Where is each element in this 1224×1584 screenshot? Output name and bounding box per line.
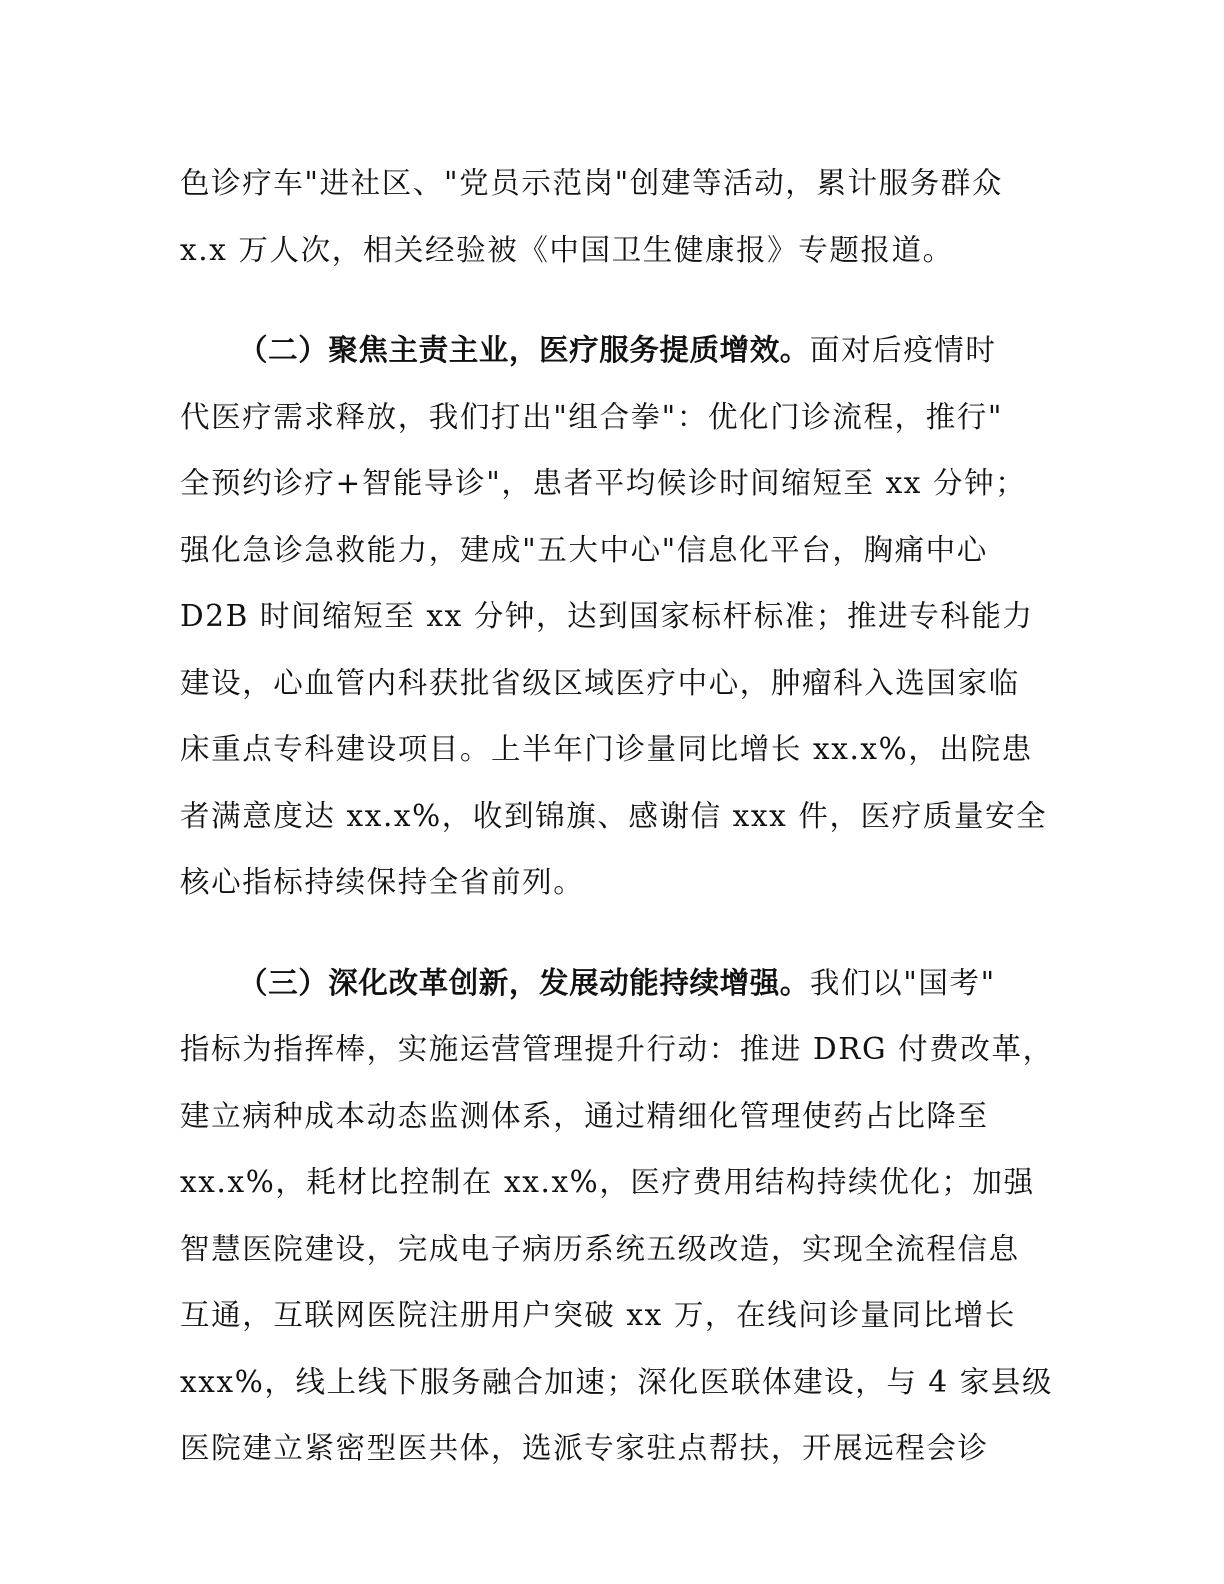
text-line: xxx%，线上线下服务融合加速；深化医联体建设，与 4 家县级 (180, 1364, 1054, 1399)
text-line: 床重点专科建设项目。上半年门诊量同比增长 xx.x%，出院患 (180, 732, 1033, 766)
text-line: 全预约诊疗+智能导诊"，患者平均候诊时间缩短至 xx 分钟； (180, 466, 1027, 500)
text-line: 智慧医院建设，完成电子病历系统五级改造，实现全流程信息 (180, 1231, 1020, 1266)
paragraph-medical-services (180, 317, 1048, 916)
text-line: 建设，心血管内科获批省级区域医疗中心，肿瘤科入选国家临 (180, 665, 1020, 700)
text-line (180, 317, 1036, 384)
document-page (180, 150, 1054, 1482)
text-line: 医院建立紧密型医共体，选派专家驻点帮扶，开展远程会诊 (180, 1431, 989, 1465)
section-heading: （三）深化改革创新，发展动能持续增强。 (238, 965, 810, 1000)
paragraph-reform-innovation (180, 950, 1054, 1482)
text-segment: 我们以"国考" (809, 965, 996, 1000)
text-line: x.x 万人次，相关经验被《中国卫生健康报》专题报道。 (180, 232, 954, 267)
text-line: 指标为指挥棒，实施运营管理提升行动：推进 DRG 付费改革， (180, 1032, 1054, 1066)
text-line: 建立病种成本动态监测体系，通过精细化管理使药占比降至 (180, 1098, 989, 1133)
text-line (180, 950, 1036, 1017)
text-line: xx.x%，耗材比控制在 xx.x%，医疗费用结构持续优化；加强 (180, 1165, 1035, 1199)
text-line: 互通，互联网医院注册用户突破 xx 万，在线问诊量同比增长 (180, 1298, 1016, 1332)
section-heading: （二）聚焦主责主业，医疗服务提质增效。 (238, 333, 810, 367)
text-line: 核心指标持续保持全省前列。 (180, 865, 585, 899)
text-line: 代医疗需求释放，我们打出"组合拳"：优化门诊流程，推行" (180, 399, 1004, 434)
text-line: 者满意度达 xx.x%，收到锦旗、感谢信 xxx 件，医疗质量安全 (180, 798, 1048, 833)
text-line: 色诊疗车"进社区、"党员示范岗"创建等活动，累计服务群众 (180, 166, 1004, 200)
paragraph-continuation (180, 150, 1036, 283)
text-segment: 面对后疫情时 (809, 333, 997, 367)
text-line: 强化急诊急救能力，建成"五大中心"信息化平台，胸痛中心 (180, 532, 988, 567)
paragraph-gap (180, 283, 1036, 317)
paragraph-gap (180, 916, 1036, 950)
text-line: D2B 时间缩短至 xx 分钟，达到国家标杆标准；推进专科能力 (180, 599, 1034, 633)
